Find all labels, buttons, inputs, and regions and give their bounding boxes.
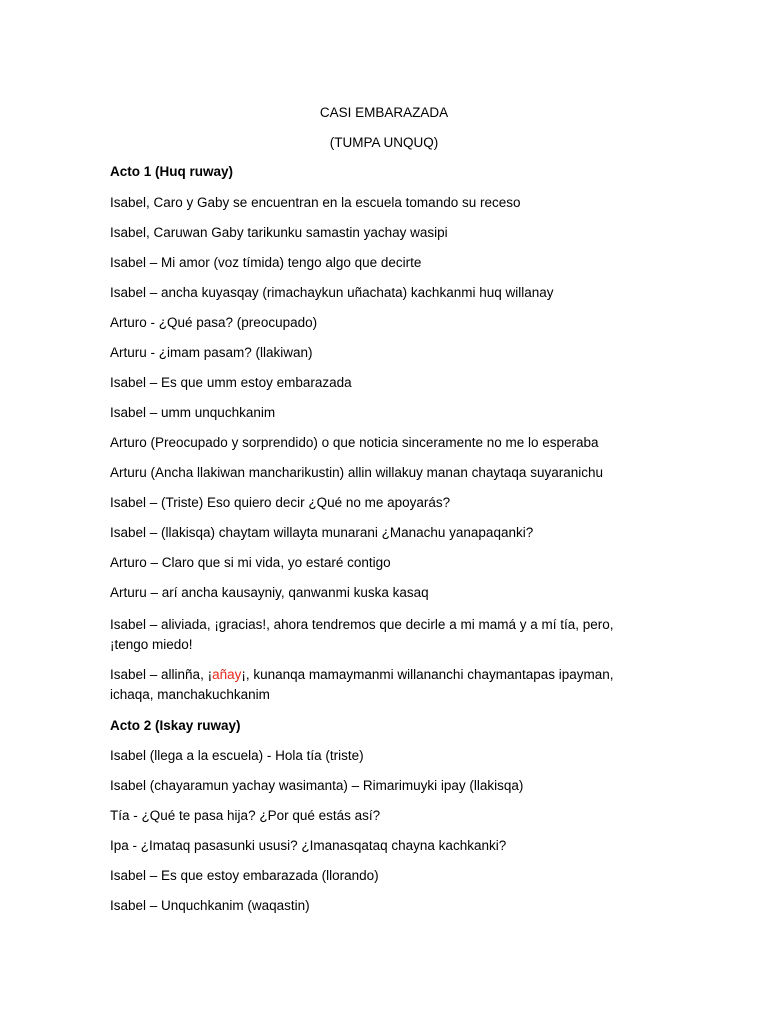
act1-line: Arturo (Preocupado y sorprendido) o que noticia sinceramente no me lo esperaba bbox=[110, 435, 599, 450]
line-text-before: Isabel – allinña, ¡ bbox=[110, 667, 213, 682]
act2-line: Tía - ¿Qué te pasa hija? ¿Por qué estás así? bbox=[110, 808, 381, 823]
act1-line: Arturu - ¿imam pasam? (llakiwan) bbox=[110, 345, 313, 360]
act1-line: Isabel – Es que umm estoy embarazada bbox=[110, 375, 352, 390]
act2-line: Isabel (chayaramun yachay wasimanta) – Rimarimuyki ipay (llakisqa) bbox=[110, 778, 524, 793]
act1-line: Isabel – ancha kuyasqay (rimachaykun uñachata) kachkanmi huq willanay bbox=[110, 285, 554, 300]
act1-line: Isabel – Mi amor (voz tímida) tengo algo que decirte bbox=[110, 255, 422, 270]
act1-line: Isabel, Caro y Gaby se encuentran en la escuela tomando su receso bbox=[110, 195, 521, 210]
act2-line: Ipa - ¿Imataq pasasunki ususi? ¿Imanasqataq chayna kachkanki? bbox=[110, 838, 507, 853]
line-text-after: ¡, kunanqa mamaymanmi willananchi chaymantapas ipayman, ichaqa, manchakuchkanim bbox=[110, 667, 614, 702]
act1-line: Isabel – aliviada, ¡graciasǃ, ahora tendremos que decirle a mi mamá y a mí tía, pero, ¡tengo miedo! bbox=[110, 617, 614, 652]
act1-line: Arturo - ¿Qué pasa? (preocupado) bbox=[110, 315, 318, 330]
act2-line: Isabel (llega a la escuela) - Hola tía (triste) bbox=[110, 748, 364, 763]
act1-heading: Acto 1 (Huq ruway) bbox=[110, 164, 234, 179]
act1-line: Isabel – (llakisqa) chaytam willayta munarani ¿Manachu yanapaqanki? bbox=[110, 525, 534, 540]
act2-line: Isabel – Unquchkanim (waqastin) bbox=[110, 898, 310, 913]
document-subtitle: (TUMPA UNQUQ) bbox=[329, 135, 439, 150]
highlighted-word: añay bbox=[212, 667, 242, 682]
act1-line: Isabel – (Triste) Eso quiero decir ¿Qué no me apoyarás? bbox=[110, 495, 451, 510]
act1-line: Isabel, Caruwan Gaby tarikunku samastin yachay wasipi bbox=[110, 225, 448, 240]
act2-heading: Acto 2 (Iskay ruway) bbox=[110, 718, 241, 733]
document-title: CASI EMBARAZADA bbox=[319, 105, 449, 120]
act1-line: Arturu – arí ancha kausayniy, qanwanmi kuska kasaq bbox=[110, 585, 429, 600]
act1-last-line bbox=[110, 665, 650, 705]
act1-line: Arturo – Claro que si mi vida, yo estaré contigo bbox=[110, 555, 391, 570]
act1-line: Arturu (Ancha llakiwan mancharikustin) allin willakuy manan chaytaqa suyaranichu bbox=[110, 465, 603, 480]
act2-line: Isabel – Es que estoy embarazada (llorando) bbox=[110, 868, 379, 883]
act1-line: Isabel – umm unquchkanim bbox=[110, 405, 276, 420]
